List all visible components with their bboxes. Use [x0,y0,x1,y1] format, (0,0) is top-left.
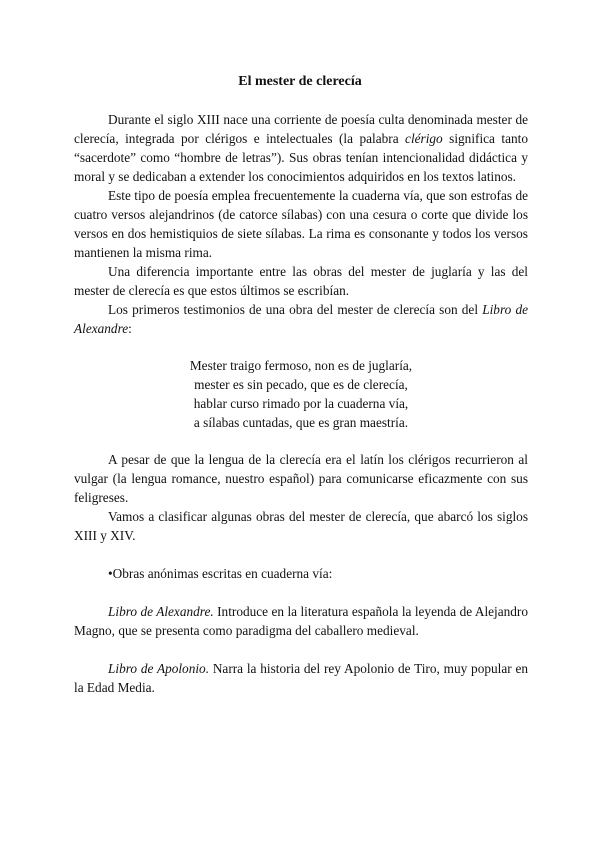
work-title-alexandre: Libro de Alexandre. [108,604,214,619]
work-entry-alexandre [74,602,528,640]
paragraph-difference: Una diferencia importante entre las obras del mester de juglaría y las del mester de clerecía es que estos últimos se escribían. [74,264,528,298]
paragraph-language: A pesar de que la lengua de la clerecía era el latín los clérigos recurrieron al vulgar (la lengua romance, nuestro español) para comunicarse eficazmente con sus feligreses. [74,452,528,505]
document-body [74,110,528,697]
bullet-heading: •Obras anónimas escritas en cuaderna vía: [108,566,333,581]
work-description-apolonio: Narra la historia del rey Apolonio de Tiro, muy popular en la Edad Media. [74,661,528,695]
paragraph-intro [74,110,528,186]
paragraph-testimonies-text-b: : [128,321,132,336]
work-title-apolonio: Libro de Apolonio. [108,661,210,676]
verse-line: mester es sin pecado, que es de clerecía, [194,377,408,392]
verse-line: hablar curso rimado por la cuaderna vía, [193,396,409,411]
paragraph-intro-emphasis: clérigo [405,131,443,146]
spacer [74,545,528,564]
paragraph-testimonies [74,300,528,338]
spacer [74,640,528,659]
paragraph-testimonies-work-title: Libro de Alexandre [74,302,528,336]
verse-line: Mester traigo fermoso, non es de juglaría, [189,358,413,373]
work-entry-apolonio [74,659,528,697]
paragraph-testimonies-text-a: Los primeros testimonios de una obra del mester de clerecía son del [108,302,483,317]
verse-quote [74,356,528,432]
page-title: El mester de clerecía [238,74,362,89]
paragraph-cuaderna-via: Este tipo de poesía emplea frecuentemente la cuaderna vía, que son estrofas de cuatro versos alejandrinos (de catorce sílabas) con una cesura o corte que divide los versos en dos hemistiquios de siete sílabas. La rima es consonante y todos los versos mantienen la misma rima. [74,188,528,260]
paragraph-intro-text-b: significa tanto “sacerdote” como “hombre de letras”). Sus obras tenían intencionalidad didáctica y moral y se dedicaban a extender los conocimientos adquiridos en los textos latinos. [74,131,528,184]
work-description-alexandre: Introduce en la literatura española la leyenda de Alejandro Magno, que se presenta como paradigma del caballero medieval. [74,604,529,638]
spacer [74,583,528,602]
paragraph-intro-text-a: Durante el siglo XIII nace una corriente de poesía culta denominada mester de clerecía, integrada por clérigos e intelectuales (la palabra [74,112,528,146]
paragraph-classification: Vamos a clasificar algunas obras del mester de clerecía, que abarcó los siglos XIII y XIV. [74,509,528,543]
verse-line: a sílabas cuntadas, que es gran maestría. [193,415,409,430]
